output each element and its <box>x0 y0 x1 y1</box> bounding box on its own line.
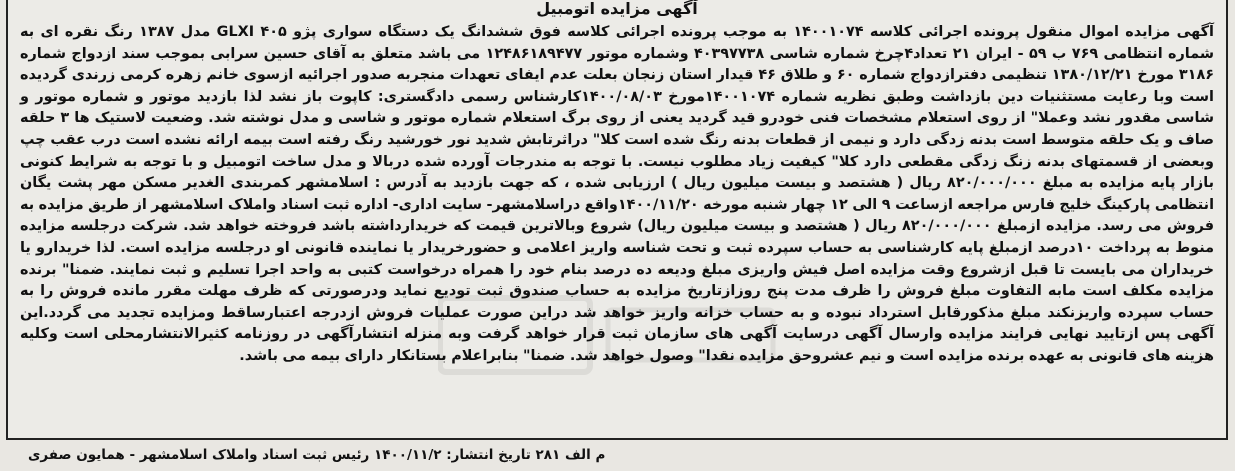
notice-body: آگهی مزایده اموال منقول پرونده اجرائی کلاسه ۱۴۰۰۱۰۷۴ به موجب پرونده اجرائی کلاسه فوق ششدانگ یک دستگاه سواری پژو GLXI ۴۰۵ مدل ۱۳۸۷ رنگ نقره ای به شماره انتظامی ۷۶۹ ب ۵۹ - ایران ۲۱ تعداد۴چرخ شماره شاسی ۴۰۳۹۷۷۳۸ وشماره موتور ۱۲۴۸۶۱۸۹۴۷۷ می باشد متعلق به آقای حسین سرابی بموجب سند ازدواج شماره ۳۱۸۶ مورخ ۱۳۸۰/۱۲/۲۱ تنظیمی دفترازدواج شماره ۶۰ و طلاق ۴۶ قیدار استان زنجان بعلت عدم ایفای تعهدات منجربه صدور اجرائیه ازسوی خانم زهره کرمی زرندی گردیده است وبا رعایت مستثنیات دین بازداشت وطبق نظریه شماره ۱۴۰۰۱۰۷۴مورخ ۱۴۰۰/۰۸/۰۳کارشناس رسمی دادگستری: کاپوت باز نشد لذا بازدید موتور و شماره موتور و شاسی مقدور نشد وعملا" از روی استعلام مشخصات فنی خودرو قید گردید یعنی از روی برگ استعلام شماره موتور و شاسی و مدل نوشته شد. وضعیت لاستیک ها ۳ حلقه صاف و یک حلقه متوسط است بدنه زدگی دارد و نیمی از قطعات بدنه رنگ شده است کلا" دراثرتابش شدید نور خورشید رنگ رفته است بیمه ارائه نشده است درب عقب چپ وبعضی از قسمتهای بدنه زنگ زدگی مقطعی دارد کلا" کیفیت زیاد مطلوب نیست. با توجه به مندرجات آورده شده دربالا و مدل ساخت اتومبیل و با توجه به شرایط کنونی بازار پایه مزایده به مبلغ ۸۲۰/۰۰۰/۰۰۰ ریال ( هشتصد و بیست میلیون ریال ) ارزیابی شده ، که جهت بازدید به آدرس : اسلامشهر کمربندی الغدیر مسکن مهر پشت یگان انتظامی پارکینگ خلیج فارس مراجعه ازساعت ۹ الی ۱۲ چهار شنبه مورخه ۱۴۰۰/۱۱/۲۰واقع دراسلامشهر- سایت اداری- اداره ثبت اسناد واملاک اسلامشهر از طریق مزایده به فروش می رسد. مزایده ازمبلغ ۸۲۰/۰۰۰/۰۰۰ ریال ( هشتصد و بیست میلیون ریال) شروع وبالاترین قیمت که خریدارداشته باشد فروخته خواهد شد. شرکت درجلسه مزایده منوط به پرداخت ۱۰درصد ازمبلغ پایه کارشناسی به حساب سپرده ثبت و تحت شناسه واریز اعلامی و حضورخریدار یا نماینده قانونی او درجلسه مزایده است. لذا خریدارو یا خریداران می بایست تا قبل ازشروع وقت مزایده اصل فیش واریزی مبلغ ودیعه ده درصد بنام خود را همراه درخواست کتبی به واحد اجرا تسلیم و ثبت نمایند. ضمنا" برنده مزایده مکلف است مابه التفاوت مبلغ فروش را ظرف مدت پنج روزازتاریخ مزایده به حساب صندوق ثبت تودیع نماید ودرصورتی که ظرف مهلت مقرر مانده فروش را به حساب سپرده واریزنکند مبلغ مذکورقابل استرداد نبوده و به حساب خزانه واریز خواهد شد دراین صورت عملیات فروش ازدرجه اعتبارساقط ومزایده تجدید می گردد.این آگهی پس ازتایید نهایی فرایند مزایده وارسال آگهی درسایت آگهی های سازمان ثبت قرار خواهد گرفت وبه منزله انتشارآگهی در روزنامه کثیرالانتشارمحلی است وکلیه هزینه های قانونی به عهده برنده مزایده است و نیم عشروحق مزایده نقدا" وصول خواهد شد. ضمنا" بنابراعلام بستانکار دارای بیمه می باشد. <box>20 24 1215 364</box>
notice-title: آگهی مزایده اتومبیل <box>536 0 698 18</box>
auction-notice <box>6 0 1228 440</box>
notice-footer: م الف ۲۸۱ تاریخ انتشار: ۱۴۰۰/۱۱/۲ رئیس ثبت اسناد واملاک اسلامشهر - همایون صفری <box>28 447 606 463</box>
